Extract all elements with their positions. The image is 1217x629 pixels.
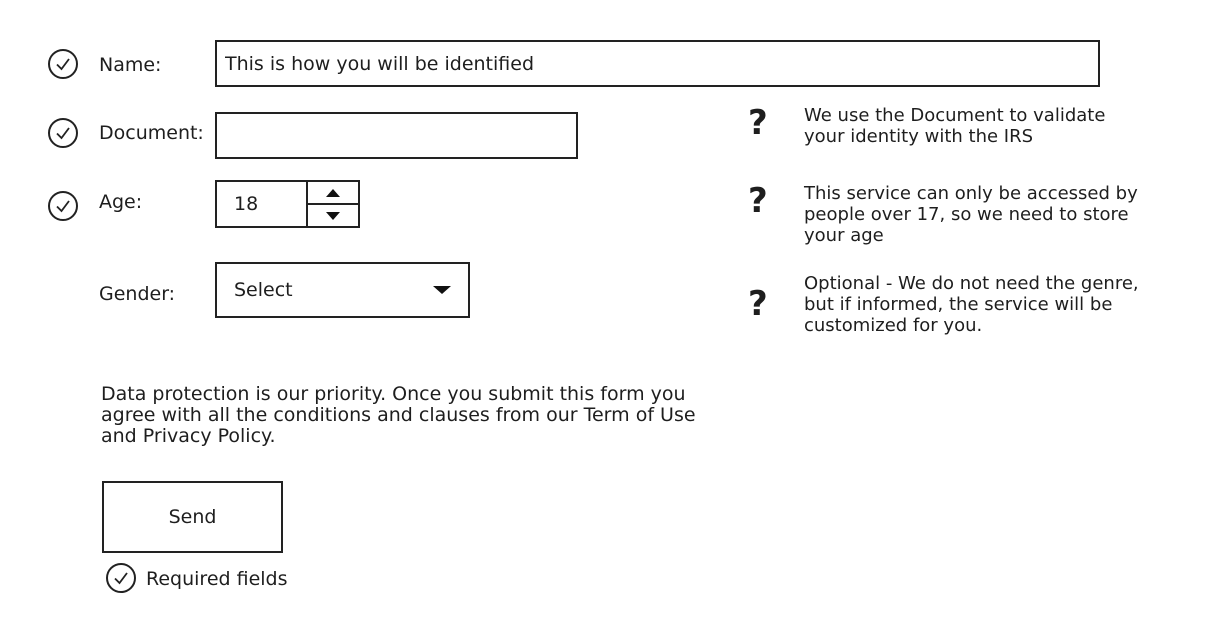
gender-select[interactable] (215, 262, 470, 318)
required-fields-legend: Required fields (146, 568, 288, 590)
data-protection-notice: Data protection is our priority. Once you submit this form you agree with all the conditions and clauses from our Term of Use and Privacy Policy. (101, 383, 696, 447)
gender-help-text: Optional - We do not need the genre, but if informed, the service will be customized for you. (804, 273, 1139, 336)
triangle-down-icon (326, 212, 340, 220)
age-stepper (306, 180, 360, 228)
document-required-check-icon (48, 118, 78, 148)
caret-down-icon (433, 286, 451, 294)
document-input[interactable] (217, 114, 576, 157)
age-decrement-button[interactable] (308, 203, 358, 226)
age-help-text: This service can only be accessed by people over 17, so we need to store your age (804, 183, 1138, 246)
age-field-box (215, 180, 308, 228)
document-field-box (215, 112, 578, 159)
name-field-box (215, 40, 1100, 87)
gender-selected-value: Select (234, 279, 293, 301)
name-label: Name: (99, 54, 162, 76)
legend-check-icon (106, 563, 136, 593)
triangle-up-icon (326, 189, 340, 197)
gender-label: Gender: (99, 283, 176, 305)
age-label: Age: (99, 191, 143, 213)
document-help-text: We use the Document to validate your identity with the IRS (804, 105, 1106, 147)
age-required-check-icon (48, 191, 78, 221)
age-increment-button[interactable] (308, 182, 358, 203)
age-input[interactable] (217, 182, 306, 226)
name-required-check-icon (48, 49, 78, 79)
send-button[interactable]: Send (102, 481, 283, 553)
document-label: Document: (99, 122, 204, 144)
gender-help-question-icon[interactable]: ? (748, 284, 768, 324)
age-help-question-icon[interactable]: ? (748, 181, 768, 221)
document-help-question-icon[interactable]: ? (748, 103, 768, 143)
name-input[interactable] (217, 42, 1098, 85)
